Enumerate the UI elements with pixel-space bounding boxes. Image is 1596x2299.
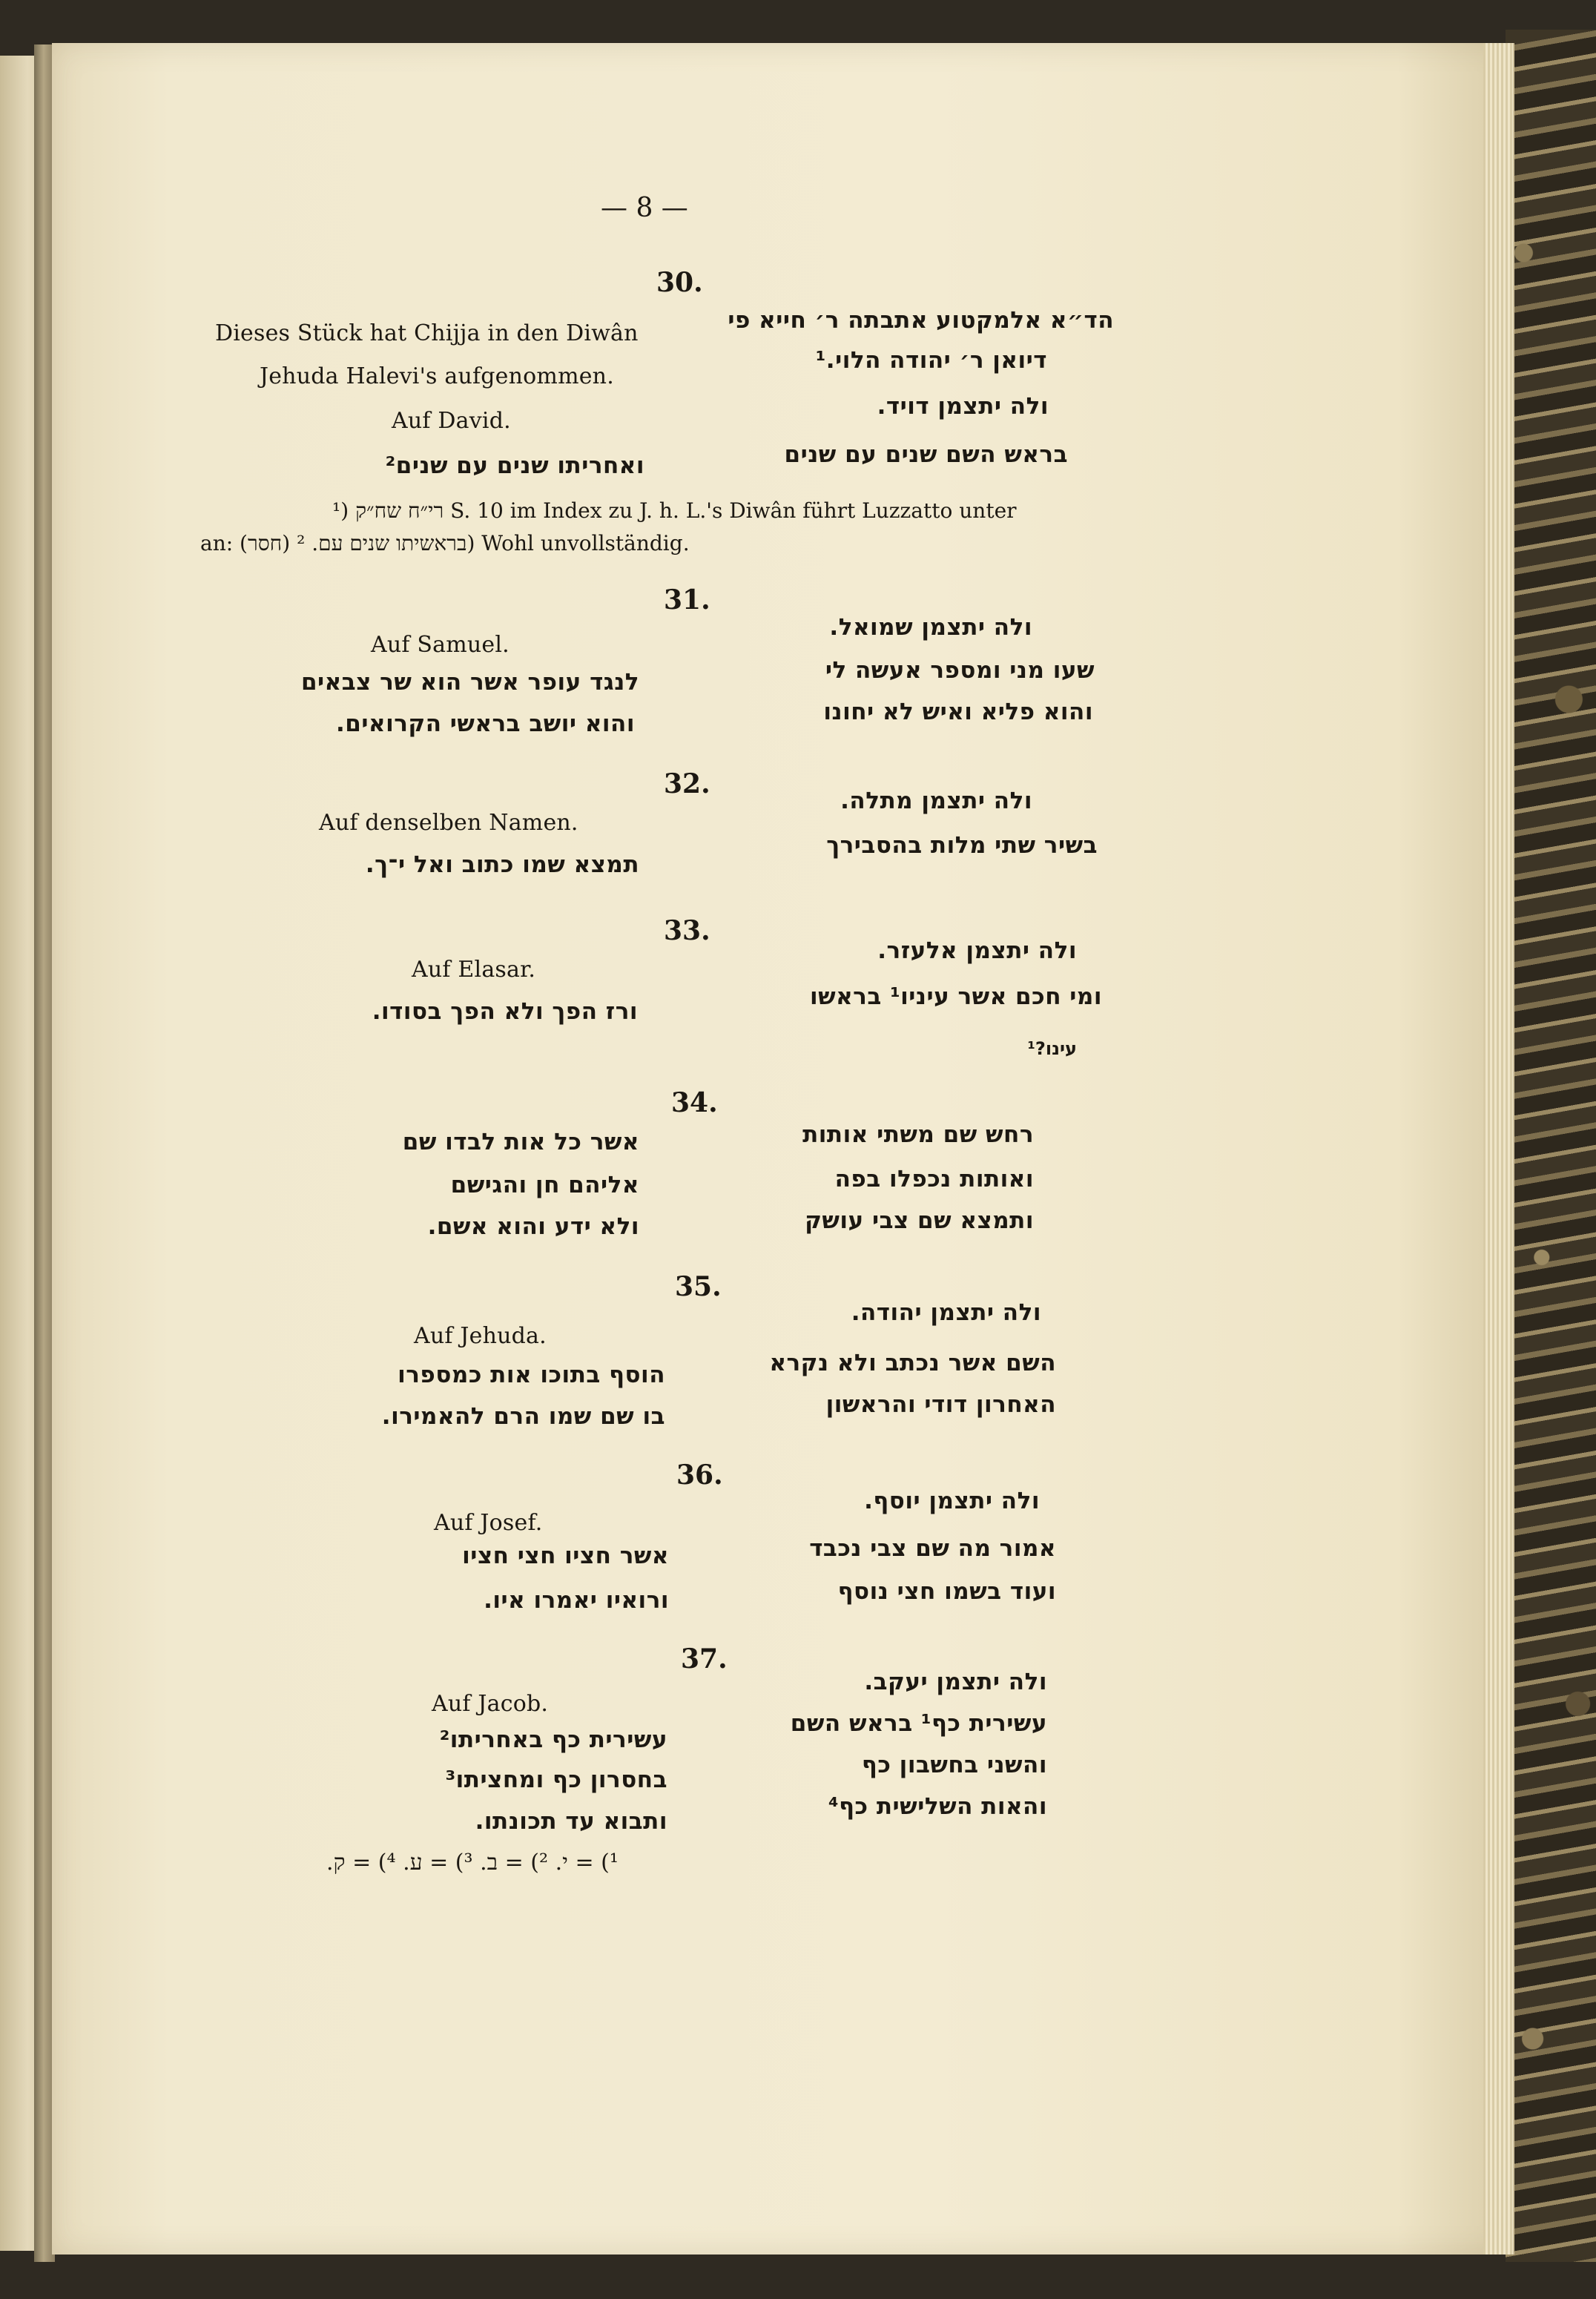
poem-34-right-line-2: ואותות נכפלו בפה — [834, 1166, 1034, 1193]
poem-37-right-line-4: והאות השלישית כף⁴ — [828, 1793, 1047, 1820]
page-number: — 8 — — [601, 193, 688, 223]
heading-auf-jehuda: Auf Jehuda. — [414, 1323, 547, 1349]
poem-31-right-line-2: שעו מני ומספר אעשה לי — [825, 657, 1095, 684]
poem-31-left-line-2: והוא יושב בראשי הקרואים. — [336, 710, 635, 737]
poem-36-right-line-1: ולה יתצמן יוסף. — [864, 1488, 1040, 1514]
poem-33-right-line-2: ומי חכם אשר עיניו¹ בראשו — [809, 983, 1102, 1010]
heading-auf-denselben-namen: Auf denselben Namen. — [319, 810, 578, 836]
poem-35-right-line-1: ולה יתצמן יהודה. — [851, 1299, 1041, 1326]
marbled-cover-edge — [1506, 30, 1596, 2262]
poem-34-left-line-1: אשר כל אות לבדו שם — [402, 1129, 639, 1155]
poem-36-right-line-3: ועוד בשמו חצי נוסף — [837, 1578, 1056, 1605]
poem-35-right-line-2: השם אשר נכתב ולא נקרא — [769, 1350, 1056, 1376]
poem-32-left-line: תמצא שמו כתוב ואל י־ך. — [365, 851, 639, 878]
intro-note-line-2: Jehuda Halevi's aufgenommen. — [260, 363, 614, 389]
poem-35-left-line-1: הוסף בתוכו אות כמספרו — [398, 1362, 665, 1388]
section-number-32: 32. — [664, 768, 710, 799]
poem-34-left-line-3: ולא ידע והוא אשם. — [427, 1213, 639, 1240]
section-number-34: 34. — [671, 1087, 718, 1118]
heading-auf-elasar: Auf Elasar. — [412, 957, 536, 983]
poem-30-right-line-3: ולה יתצמן דויד. — [877, 393, 1049, 420]
poem-32-right-line-1: ולה יתצמן מתלה. — [840, 788, 1032, 814]
section-number-30: 30. — [656, 267, 703, 298]
poem-30-right-line-2: דיואן ר׳ יהודה הלוי.¹ — [815, 347, 1047, 374]
footnote-33: עינו?¹ — [1027, 1038, 1077, 1059]
poem-37-left-line-3: ותבוא עד תכונתו. — [475, 1808, 667, 1835]
poem-36-left-line-1: אשר חציו חצי חציו — [462, 1543, 669, 1569]
poem-34-right-line-1: רחש שם משתי אותות — [802, 1121, 1034, 1148]
poem-36-left-line-2: ורואיו יאמרו איו. — [484, 1587, 669, 1614]
poem-30-right-line-1: הד״א אלמקטוע אתבתה ר׳ חייא פי — [728, 307, 1114, 334]
section-number-33: 33. — [664, 915, 710, 946]
poem-30-left-line: ואחריתו שנים עם שנים² — [385, 452, 644, 479]
section-number-35: 35. — [675, 1271, 722, 1302]
poem-35-left-line-2: בו שם שמו הרם להאמירו. — [381, 1403, 665, 1430]
poem-36-right-line-2: אמור מה שם צבי נכבד — [809, 1535, 1056, 1562]
heading-auf-samuel: Auf Samuel. — [371, 632, 510, 658]
poem-37-left-line-1: עשירית כף באחריתו² — [439, 1726, 667, 1753]
poem-33-left-line: ורז הפך ולא הפך בסודו. — [372, 998, 638, 1025]
poem-30-right-line-4: בראש השם שנים עם שנים — [784, 441, 1068, 468]
poem-37-right-line-1: ולה יתצמן יעקב. — [864, 1669, 1047, 1695]
heading-auf-david: Auf David. — [392, 408, 511, 434]
poem-33-right-line-1: ולה יתצמן אלעזר. — [877, 937, 1077, 964]
poem-34-left-line-2: אליהם חן והגישם — [450, 1172, 639, 1198]
section-number-31: 31. — [664, 584, 710, 616]
poem-37-right-line-3: והשני בחשבון כף — [861, 1752, 1047, 1778]
page-stack-edge — [1483, 43, 1513, 2255]
poem-37-right-line-2: עשירית כף¹ בראש השם — [790, 1710, 1047, 1737]
final-footnote: ¹) = י. ²) = ב. ³) = ע. ⁴) = ק. — [326, 1850, 619, 1876]
poem-31-right-line-3: והוא פליא ואיש לא יחונו — [823, 699, 1093, 725]
section-number-37: 37. — [681, 1643, 728, 1675]
section-number-36: 36. — [676, 1459, 723, 1491]
poem-37-left-line-2: בחסרון כף ומחציתו³ — [445, 1767, 667, 1793]
poem-31-left-line-1: לנגד עופר אשר הוא שר צבאים — [300, 669, 639, 696]
footnote-30-line-1: ¹) רי״ח שח״ק S. 10 im Index zu J. h. L.'s Diwân führt Luzzatto unter — [332, 498, 1017, 523]
poem-32-right-line-2: בשיר שתי מלות בהסבירך — [826, 832, 1098, 859]
intro-note-line-1: Dieses Stück hat Chijja in den Diwân — [215, 320, 639, 346]
footnote-30-line-2: an: (חסר) בראשיתו שנים עם. ²) Wohl unvollständig. — [200, 531, 690, 555]
poem-34-right-line-3: ותמצא שם צבי עושק — [805, 1207, 1034, 1234]
poem-35-right-line-3: האחרון דודי והראשון — [825, 1391, 1056, 1418]
poem-31-right-line-1: ולה יתצמן שמואל. — [829, 614, 1032, 641]
heading-auf-jacob: Auf Jacob. — [432, 1691, 549, 1717]
heading-auf-josef: Auf Josef. — [434, 1510, 543, 1536]
